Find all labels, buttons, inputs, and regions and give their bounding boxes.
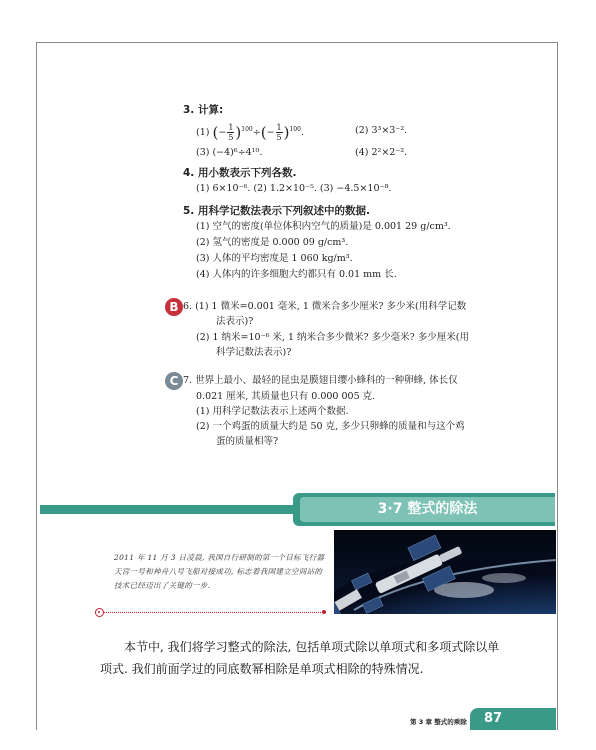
- space-station-photo: [334, 530, 556, 614]
- fraction: $\frac{1}{5}$: [228, 123, 234, 143]
- problem-3-part1: (1) (− $\frac{1}{5}$ )$^{100}$÷(− $\frac{1}{5}$ )$^{100}$.: [196, 123, 304, 143]
- caption-end-dot: [322, 610, 326, 614]
- problem-7-line-2: 0.021 厘米, 其质量也只有 0.000 005 克.: [196, 391, 376, 402]
- problem-3-part3: (3) (−4)⁶÷4¹⁰.: [196, 147, 263, 158]
- problem-4-title: 4. 用小数表示下列各数.: [183, 167, 297, 179]
- page-number: 87: [484, 711, 503, 726]
- caption-marker-icon: [95, 608, 104, 617]
- problem-5-item-2: (2) 氢气的密度是 0.000 09 g/cm³.: [196, 237, 349, 248]
- problem-6-line-4: 科学记数法表示)?: [216, 347, 292, 358]
- problem-7-line-5: 蛋的质量相等?: [216, 436, 279, 447]
- problem-7-line-3: (1) 用科学记数法表示上述两个数据.: [196, 406, 349, 417]
- problem-5-item-1: (1) 空气的密度(单位体积内空气的质量)是 0.001 29 g/cm³.: [196, 221, 451, 232]
- problem-5-title: 5. 用科学记数法表示下列叙述中的数据.: [183, 205, 370, 217]
- intro-paragraph: 本节中, 我们将学习整式的除法, 包括单项式除以单项式和多项式除以单项式. 我们前面学过的同底数幂相除是单项式相除的特殊情况.: [100, 640, 500, 676]
- level-c-badge: C: [165, 372, 183, 390]
- problem-7-line-1: 7. 世界上最小、最轻的昆虫是膜翅目缨小蜂科的一种卵蜂, 体长仅: [183, 375, 458, 386]
- section-title: 3·7 整式的除法: [377, 501, 478, 517]
- page-border-top: [36, 42, 558, 43]
- problem-3-part4: (4) 2²×2⁻².: [355, 147, 408, 158]
- problem-7-line-4: (2) 一个鸡蛋的质量大约是 50 克, 多少只卵蜂的质量和与这个鸡: [196, 421, 465, 432]
- problem-3-part1-label: (1): [196, 127, 210, 139]
- fraction: $\frac{1}{5}$: [276, 123, 282, 143]
- problem-6-line-3: (2) 1 纳米=10⁻⁶ 米, 1 纳米合多少微米? 多少毫米? 多少厘米(用: [196, 332, 469, 343]
- problem-5-item-3: (3) 人体的平均密度是 1 060 kg/m³.: [196, 253, 353, 264]
- problem-6-line-2: 法表示)?: [216, 316, 254, 327]
- problem-3-title: 3. 计算:: [183, 104, 224, 116]
- footer-chapter-label: 第 3 章 整式的乘除: [410, 718, 467, 726]
- page-border-right: [557, 42, 558, 730]
- problem-4-items: (1) 6×10⁻⁶. (2) 1.2×10⁻⁵. (3) −4.5×10⁻⁸.: [196, 183, 392, 194]
- caption-dotted-line: [100, 612, 325, 613]
- photo-caption: 2011 年 11 月 3 日凌晨, 我国自行研制的第一个目标飞行器天宫一号和神舟八号飞船对接成功, 标志着我国建立空间站的技术已经迈出了关键的一步.: [114, 553, 325, 590]
- problem-3-part2: (2) 3³×3⁻².: [355, 125, 408, 136]
- problem-6-line-1: 6. (1) 1 微米=0.001 毫米, 1 微米合多少厘米? 多少米(用科学记数: [183, 301, 467, 312]
- page-border-left: [36, 42, 37, 730]
- level-b-badge: B: [165, 298, 183, 316]
- problem-5-item-4: (4) 人体内的许多细胞大约都只有 0.01 mm 长.: [196, 269, 397, 280]
